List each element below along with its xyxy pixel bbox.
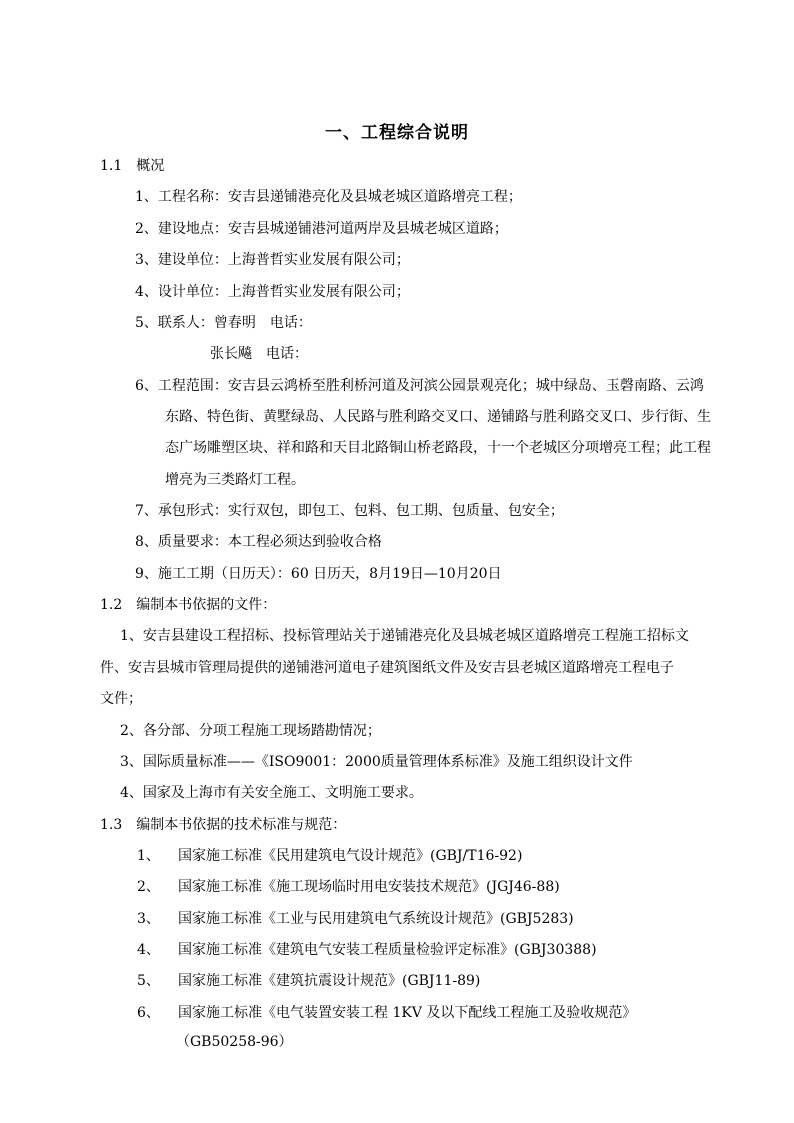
section-heading-1-3: 1.3 编制本书依据的技术标准与规范：: [100, 817, 347, 833]
standard-number: 4、: [137, 942, 160, 958]
list-item-continuation: 增亮为三类路灯工程。: [165, 472, 305, 488]
list-item: 7、承包形式：实行双包，即包工、包料、包工期、包质量、包安全；: [135, 503, 564, 519]
list-item-contact: 张长飚 电话：: [210, 346, 308, 362]
paragraph-line: 文件；: [100, 691, 142, 707]
list-item: 3、建设单位：上海普哲实业发展有限公司；: [135, 252, 410, 268]
standard-number: 6、: [137, 1005, 160, 1021]
section-heading-1-1: 1.1 概况: [100, 158, 165, 174]
list-item: 1、工程名称：安吉县递铺港亮化及县城老城区道路增亮工程；: [135, 189, 522, 205]
list-item-continuation: 东路、特色街、黄墅绿岛、人民路与胜利路交叉口、递铺路与胜利路交叉口、步行街、生: [165, 409, 711, 425]
standard-text: 国家施工标准《民用建筑电气设计规范》(GBJ/T16-92): [178, 848, 523, 864]
list-item: 9、施工工期（日历天）：60 日历天，8月19日—10月20日: [135, 566, 502, 582]
standard-number: 2、: [137, 879, 160, 895]
list-item: 2、建设地点：安吉县城递铺港河道两岸及县城老城区道路；: [135, 221, 508, 237]
section-heading-1-2: 1.2 编制本书依据的文件：: [100, 597, 277, 613]
standard-number: 5、: [137, 973, 160, 989]
standard-text: 国家施工标准《工业与民用建筑电气系统设计规范》(GBJ5283): [178, 911, 574, 927]
list-item-continuation: 态广场雕塑区块、祥和路和天目北路铜山桥老路段，十一个老城区分项增亮工程；此工程: [165, 440, 711, 456]
standard-number: 1、: [137, 848, 160, 864]
paragraph-line: 1、安吉县建设工程招标、投标管理站关于递铺港亮化及县城老城区道路增亮工程施工招标文: [120, 628, 689, 644]
list-item: 4、设计单位：上海普哲实业发展有限公司；: [135, 284, 410, 300]
list-item: 8、质量要求：本工程必须达到验收合格: [135, 534, 382, 550]
list-item: 3、国际质量标准——《ISO9001：2000质量管理体系标准》及施工组织设计文件: [120, 754, 633, 770]
document-title: 一、工程综合说明: [325, 123, 469, 143]
list-item: 4、国家及上海市有关安全施工、文明施工要求。: [120, 785, 423, 801]
standard-text: 国家施工标准《建筑电气安装工程质量检验评定标准》(GBJ30388): [178, 942, 597, 958]
list-item: 2、各分部、分项工程施工现场踏勘情况；: [120, 723, 381, 739]
standard-text: 国家施工标准《电气装置安装工程 1KV 及以下配线工程施工及验收规范》: [178, 1005, 637, 1021]
paragraph-line: 件、安吉县城市管理局提供的递铺港河道电子建筑图纸文件及安吉县老城区道路增亮工程电子: [100, 660, 674, 676]
standard-code-continuation: （GB50258-96）: [176, 1034, 293, 1050]
standard-number: 3、: [137, 911, 160, 927]
list-item: 5、联系人：曾春明 电话：: [135, 315, 312, 331]
standard-text: 国家施工标准《施工现场临时用电安装技术规范》(JGJ46-88): [178, 879, 560, 895]
list-item: 6、工程范围：安吉县云鸿桥至胜利桥河道及河滨公园景观亮化；城中绿岛、玉磬南路、云鸿: [135, 378, 704, 394]
standard-text: 国家施工标准《建筑抗震设计规范》(GBJ11-89): [178, 973, 481, 989]
